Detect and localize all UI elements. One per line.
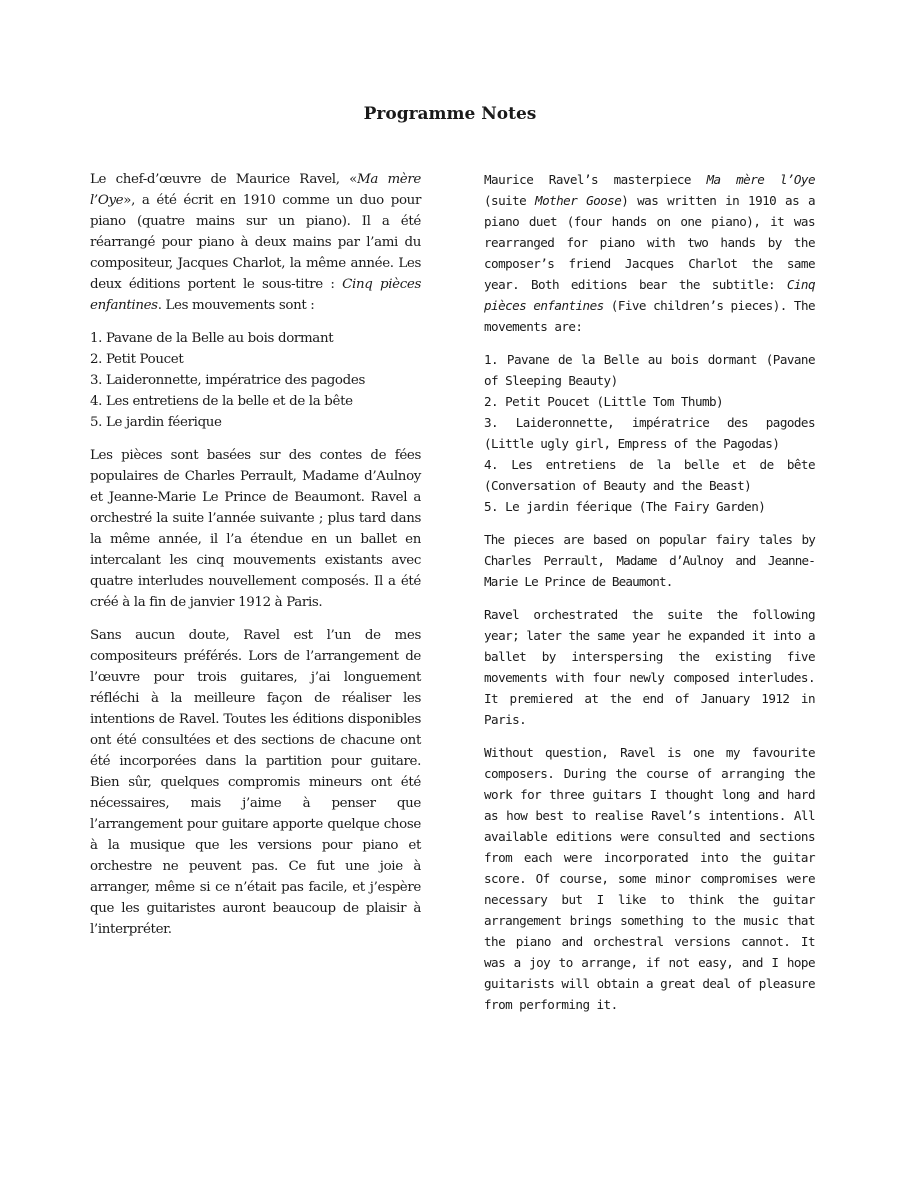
english-arranger-paragraph: Without question, Ravel is one my favourite composers. During the course of arranging the work for three guitars I thought long and hard as how best to realise Ravel’s intentions. All available editions were consulted and sections from each were incorporated into the guitar score. Of course, some minor compromises were necessary but I like to think the guitar arrangement brings something to the music that the piano and orchestral versions cannot. It was a joy to arrange, if not easy, and I hope guitarists will obtain a great deal of pleasure from performing it. bbox=[484, 745, 815, 1012]
french-intro-text-1: Le chef-d’œuvre de Maurice Ravel, « bbox=[90, 172, 357, 187]
english-intro-text-1: Maurice Ravel’s masterpiece bbox=[484, 172, 707, 187]
french-intro-text-2: », a été écrit en 1910 comme un duo pour piano (quatre mains sur un piano). Il a été réarrangé pour piano à deux mains par l’ami du compositeur, Jacques Charlot, la même année. Les deux éditions portent le sous-titre : bbox=[90, 193, 421, 292]
french-movement-item: 3. Laideronnette, impératrice des pagodes bbox=[90, 373, 365, 388]
english-subtitle: Cinq pièces enfantines bbox=[484, 277, 815, 313]
french-arranger-paragraph: Sans aucun doute, Ravel est l’un de mes compositeurs préférés. Lors de l’arrangement de l’œuvre pour trois guitares, j’ai longuement réfléchi à la meilleure façon de réaliser les intentions de Ravel. Toutes les éditions disponibles ont été consultées et des sections de chacune ont été incorporées dans la partition pour guitare. Bien sûr, quelques compromis mineurs ont été nécessaires, mais j’aime à penser que l’arrangement pour guitare apporte quelque chose à la musique que les versions pour piano et orchestre ne peuvent pas. Ce fut une joie à arranger, même si ce n’était pas facile, et j’espère que les guitaristes auront beaucoup de plaisir à l’interpréter. bbox=[90, 628, 421, 937]
english-movement-item: 2. Petit Poucet (Little Tom Thumb) bbox=[484, 394, 724, 409]
english-intro-text-3: ) was written in 1910 as a piano duet (four hands on one piano), it was rearranged for piano with two hands by the composer’s friend Jacques Charlot the same year. Both editions bear the subtitle: bbox=[484, 193, 815, 292]
french-intro-paragraph bbox=[90, 169, 421, 316]
english-intro-text-2: (suite bbox=[484, 193, 536, 208]
english-orchestration-paragraph: Ravel orchestrated the suite the following year; later the same year he expanded it into a ballet by interspersing the existing five movements with four newly composed interludes. It premiered at the end of January 1912 in Paris. bbox=[484, 607, 815, 727]
page-title: Programme Notes bbox=[363, 104, 537, 124]
french-movement-list bbox=[90, 328, 421, 433]
english-movement-item: 5. Le jardin féerique (The Fairy Garden) bbox=[484, 499, 766, 514]
english-movement-item: 1. Pavane de la Belle au bois dormant (Pavane of Sleeping Beauty) bbox=[484, 352, 815, 388]
english-movement-list bbox=[484, 349, 815, 517]
english-movement-item: 3. Laideronnette, impératrice des pagodes (Little ugly girl, Empress of the Pagodas) bbox=[484, 415, 815, 451]
french-movement-item: 4. Les entretiens de la belle et de la bête bbox=[90, 394, 353, 409]
french-intro-text-3: . Les mouvements sont : bbox=[157, 298, 315, 313]
english-column bbox=[484, 169, 815, 1027]
english-intro-paragraph bbox=[484, 169, 815, 337]
english-story-paragraph: The pieces are based on popular fairy tales by Charles Perrault, Madame d’Aulnoy and Jeanne-Marie Le Prince de Beaumont. bbox=[484, 532, 815, 589]
french-movement-item: 2. Petit Poucet bbox=[90, 352, 184, 367]
english-movement-item: 4. Les entretiens de la belle et de bête (Conversation of Beauty and the Beast) bbox=[484, 457, 815, 493]
french-movement-item: 1. Pavane de la Belle au bois dormant bbox=[90, 331, 334, 346]
french-story-paragraph: Les pièces sont basées sur des contes de fées populaires de Charles Perrault, Madame d’Aulnoy et Jeanne-Marie Le Prince de Beaumont. Ravel a orchestré la suite l’année suivante ; plus tard dans la même année, il l’a étendue en un ballet en intercalant les cinq mouvements existants avec quatre interludes nouvellement composés. Il a été créé à la fin de janvier 1912 à Paris. bbox=[90, 448, 421, 610]
french-work-title: Ma mère l’Oye bbox=[90, 172, 421, 208]
english-work-title: Ma mère l’Oye bbox=[706, 172, 816, 187]
french-subtitle: Cinq pièces enfantines bbox=[90, 277, 421, 313]
french-column bbox=[90, 169, 421, 952]
french-movement-item: 5. Le jardin féerique bbox=[90, 415, 222, 430]
english-work-title-translation: Mother Goose bbox=[535, 193, 622, 208]
english-intro-text-4: (Five children’s pieces). The movements are: bbox=[484, 298, 816, 334]
